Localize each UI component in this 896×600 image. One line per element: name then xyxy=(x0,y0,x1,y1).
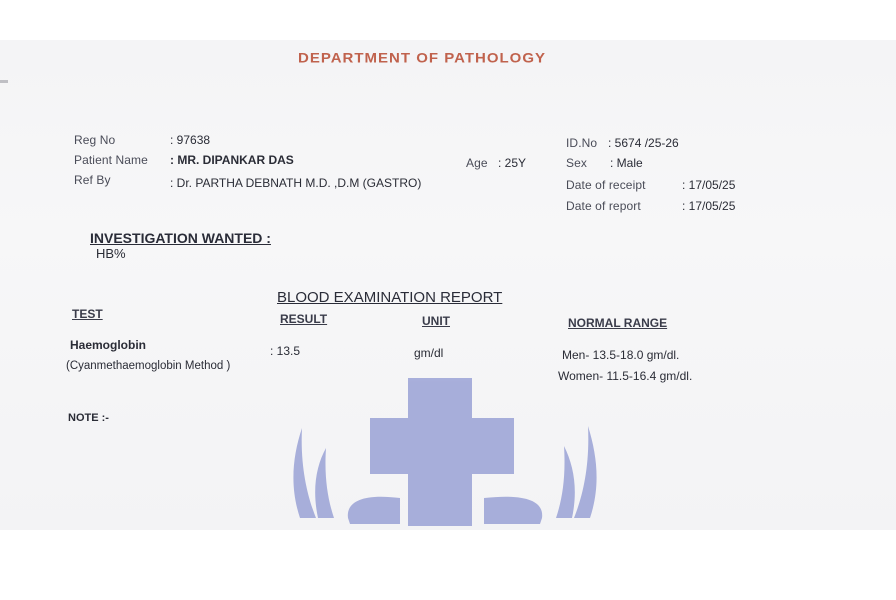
date-of-receipt-value: : 17/05/25 xyxy=(682,178,736,192)
department-title: DEPARTMENT OF PATHOLOGY xyxy=(298,50,546,67)
date-of-report-value: : 17/05/25 xyxy=(682,199,736,213)
ref-by-label: Ref By xyxy=(74,173,111,187)
test-unit: gm/dl xyxy=(414,346,444,360)
date-of-receipt-label: Date of receipt xyxy=(566,178,646,192)
col-unit: UNIT xyxy=(422,314,450,328)
id-no-value: : 5674 /25-26 xyxy=(608,136,679,150)
age-label: Age xyxy=(466,156,488,170)
patient-name-value: : MR. DIPANKAR DAS xyxy=(170,153,294,167)
test-name: Haemoglobin xyxy=(70,338,147,352)
patient-name-label: Patient Name xyxy=(74,153,148,167)
reg-no-label: Reg No xyxy=(74,133,116,147)
date-of-report-label: Date of report xyxy=(566,199,641,213)
id-no-label: ID.No xyxy=(566,136,598,150)
investigation-title: INVESTIGATION WANTED : xyxy=(90,230,271,246)
col-result: RESULT xyxy=(280,312,328,326)
medical-cross-logo-icon xyxy=(290,378,600,526)
test-method: (Cyanmethaemoglobin Method ) xyxy=(66,360,231,372)
range-men: Men- 13.5-18.0 gm/dl. xyxy=(562,348,680,362)
col-test: TEST xyxy=(72,307,103,321)
margin-mark xyxy=(0,80,8,83)
reg-no-value: : 97638 xyxy=(170,133,211,147)
range-women: Women- 11.5-16.4 gm/dl. xyxy=(558,369,693,383)
test-result: : 13.5 xyxy=(270,344,301,358)
blood-exam-title: BLOOD EXAMINATION REPORT xyxy=(277,289,503,306)
note-label: NOTE :- xyxy=(68,412,109,424)
ref-by-value: : Dr. PARTHA DEBNATH M.D. ,D.M (GASTRO) xyxy=(170,176,422,190)
sex-value: : Male xyxy=(610,156,643,170)
investigation-value: HB% xyxy=(96,246,126,261)
col-normal-range: NORMAL RANGE xyxy=(568,316,668,330)
age-value: : 25Y xyxy=(498,156,527,170)
sex-label: Sex xyxy=(566,156,587,170)
